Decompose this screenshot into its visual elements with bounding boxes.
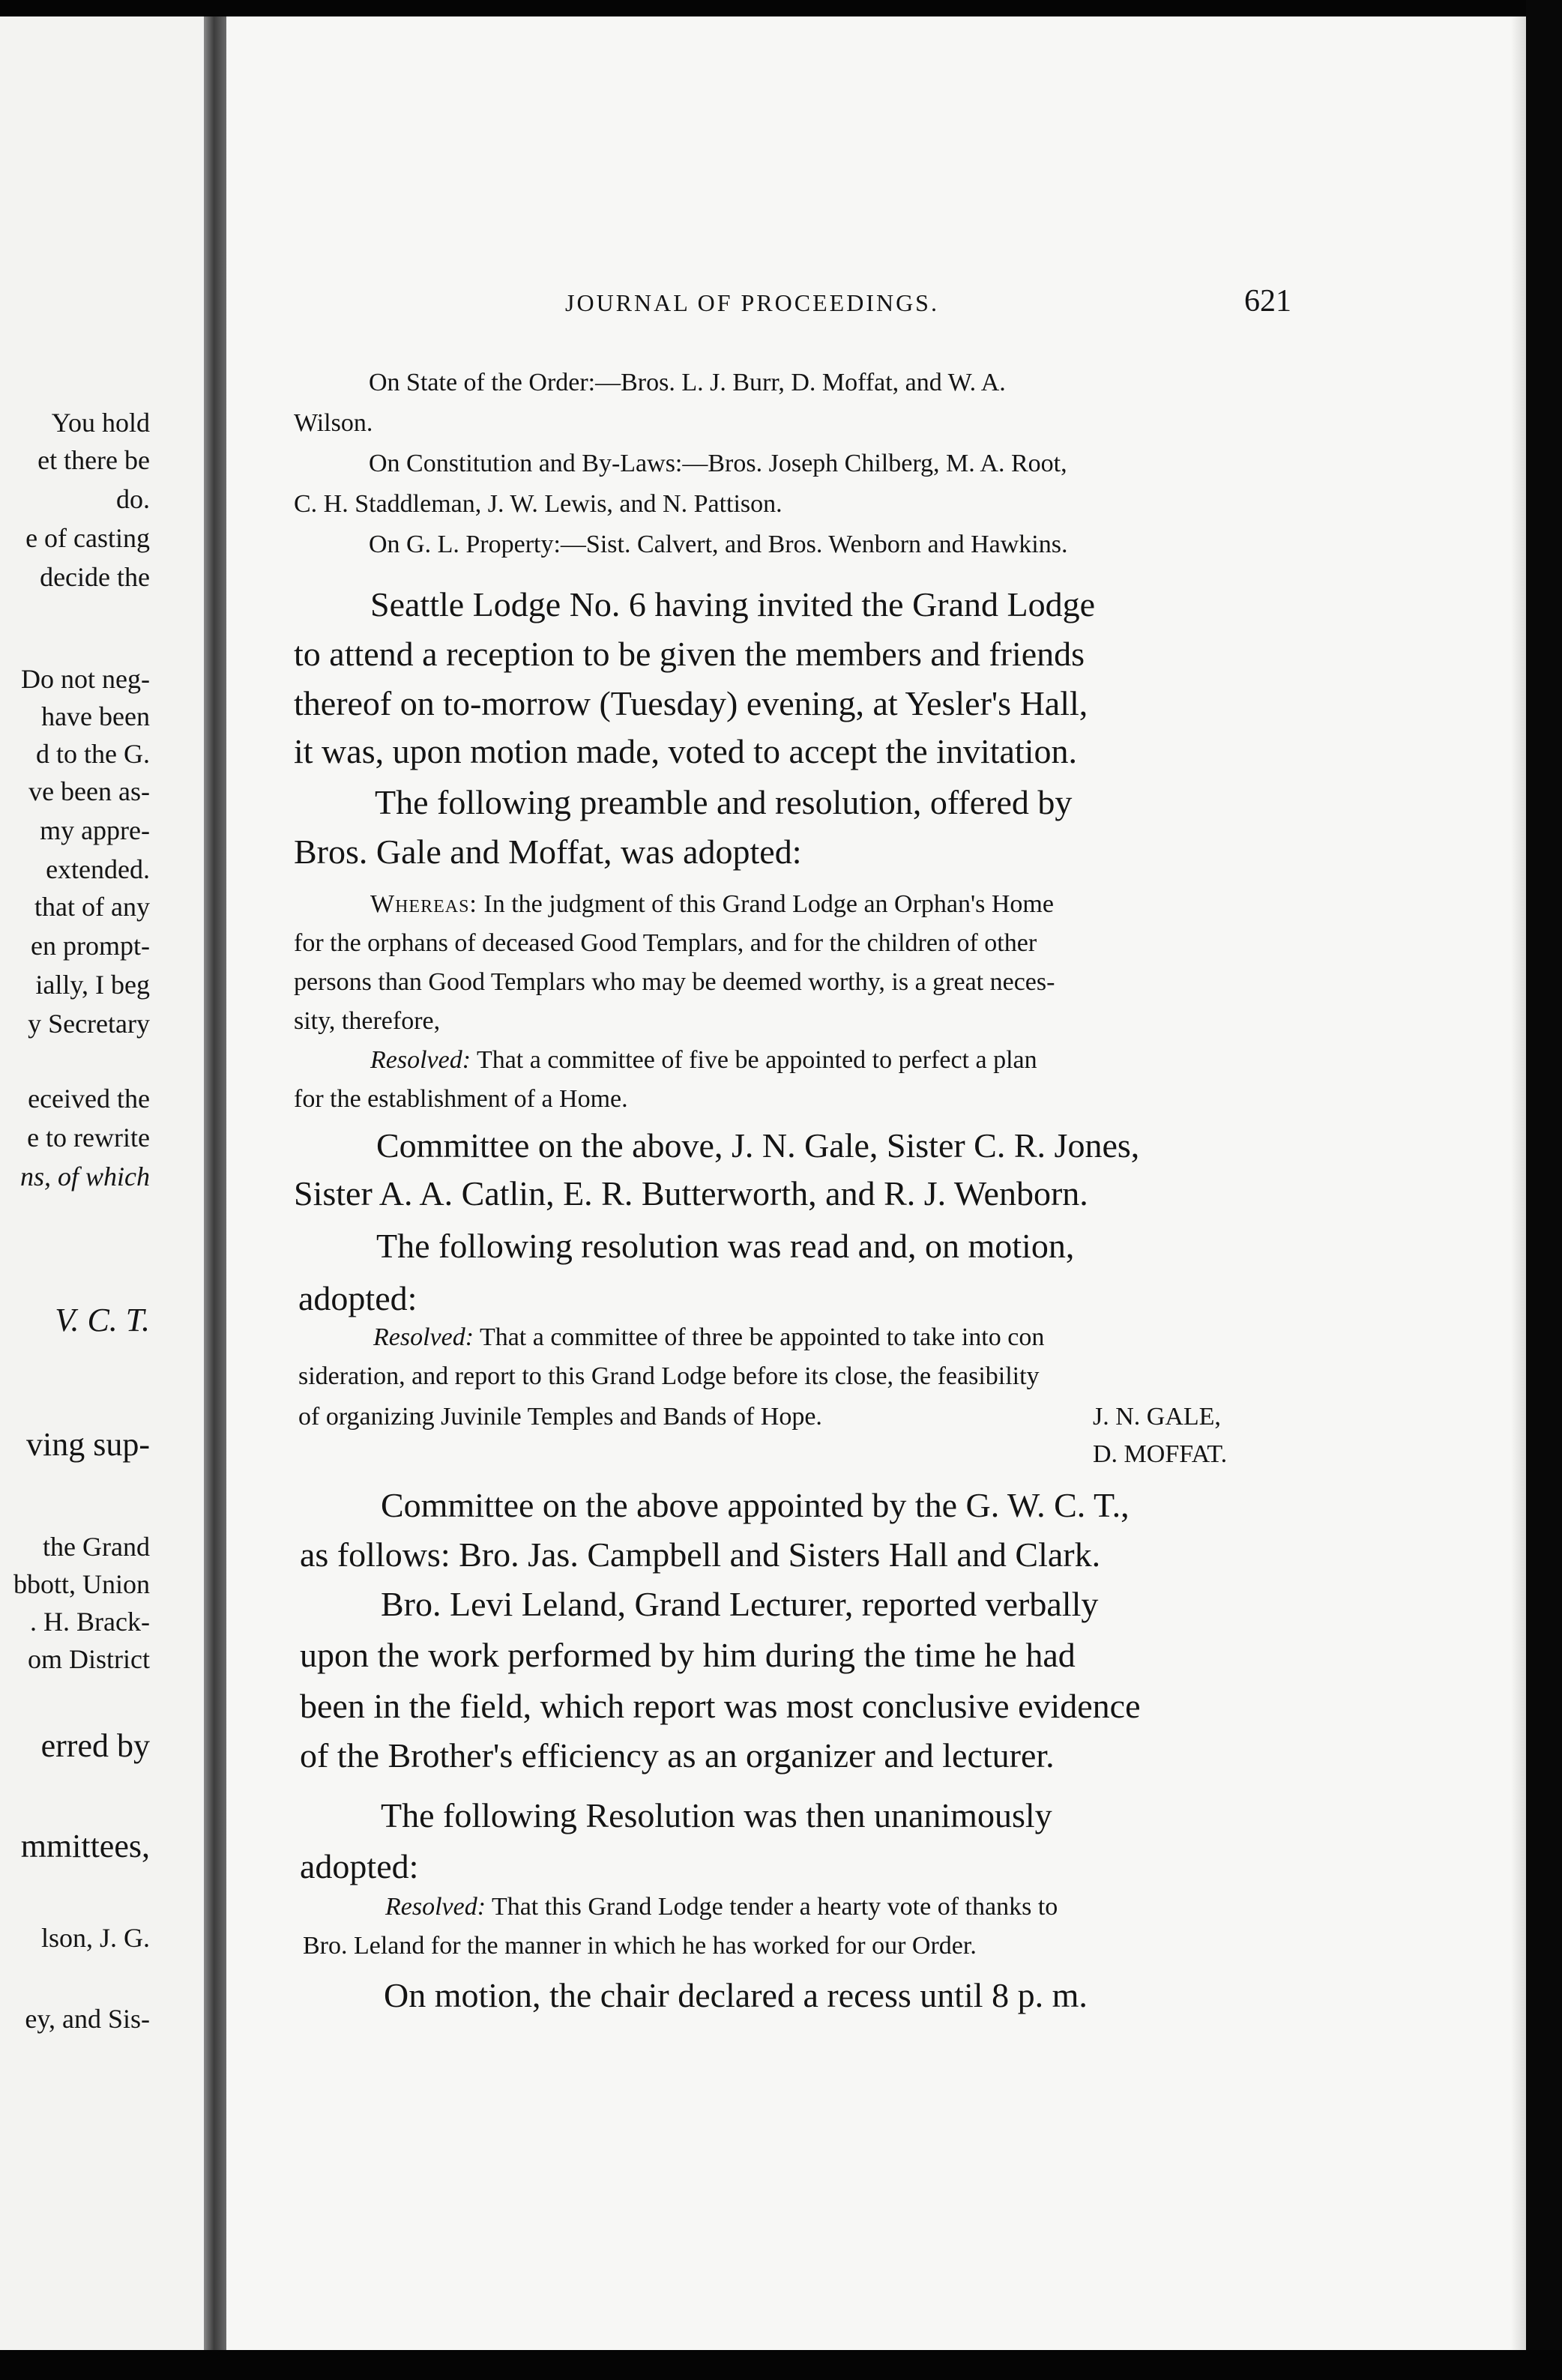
page-number: 621 xyxy=(1244,284,1291,318)
resolution-line xyxy=(370,1048,1037,1073)
body-line: to attend a reception to be given the members and friends xyxy=(294,635,1085,673)
left-text-fragment: erred by xyxy=(40,1727,150,1764)
book-gutter xyxy=(204,16,226,2350)
left-text-fragment: en prompt- xyxy=(31,931,150,961)
left-text-fragment: bbott, Union xyxy=(13,1569,150,1599)
left-text-fragment: lson, J. G. xyxy=(40,1923,150,1953)
resolution-text: That a committee of three be appointed to take into con xyxy=(479,1323,1045,1351)
left-text-fragment: y Secretary xyxy=(28,1009,150,1039)
committee-line: On Constitution and By-Laws:—Bros. Joseph Chilberg, M. A. Root, xyxy=(369,450,1067,477)
body-line: adopted: xyxy=(298,1279,417,1317)
scan-border-top xyxy=(0,0,1562,16)
preamble-text: In the judgment of this Grand Lodge an Orphan's Home xyxy=(483,890,1054,918)
scan-border-right xyxy=(1526,0,1562,2380)
body-line: Seattle Lodge No. 6 having invited the Grand Lodge xyxy=(370,585,1096,623)
preamble-line: persons than Good Templars who may be deemed worthy, is a great neces- xyxy=(294,968,1055,996)
body-line: adopted: xyxy=(300,1847,419,1885)
signature-moffat: D. MOFFAT. xyxy=(1093,1440,1228,1468)
left-text-fragment: my appre- xyxy=(40,815,150,845)
committee-line: On G. L. Property:—Sist. Calvert, and Bros. Wenborn and Hawkins. xyxy=(369,531,1068,558)
left-text-fragment: have been xyxy=(41,701,150,731)
body-line: The following Resolution was then unanimously xyxy=(381,1796,1052,1834)
running-title: JOURNAL OF PROCEEDINGS. xyxy=(565,289,939,316)
signature-gale: J. N. GALE, xyxy=(1093,1403,1221,1431)
resolution-text: That this Grand Lodge tender a hearty vote of thanks to xyxy=(491,1893,1058,1921)
left-text-fragment: . H. Brack- xyxy=(30,1607,150,1637)
committee-line: On State of the Order:—Bros. L. J. Burr, D. Moffat, and W. A. xyxy=(369,369,1006,396)
body-line: upon the work performed by him during the time he had xyxy=(300,1636,1076,1674)
body-line: of the Brother's efficiency as an organizer and lecturer. xyxy=(300,1736,1055,1775)
resolution-line: for the establishment of a Home. xyxy=(294,1085,628,1113)
whereas-label: Whereas: xyxy=(370,890,477,918)
body-line: thereof on to-morrow (Tuesday) evening, at Yesler's Hall, xyxy=(294,684,1088,722)
left-text-fragment: the Grand xyxy=(43,1532,150,1562)
body-line: The following preamble and resolution, offered by xyxy=(375,783,1073,821)
preamble-line: sity, therefore, xyxy=(294,1007,441,1035)
resolution-line xyxy=(385,1894,1058,1920)
body-line: Bro. Levi Leland, Grand Lecturer, reported verbally xyxy=(381,1585,1099,1623)
resolution-line: of organizing Juvinile Temples and Bands of Hope. xyxy=(298,1403,822,1431)
left-text-fragment: Do not neg- xyxy=(21,664,150,694)
left-text-fragment: et there be xyxy=(37,445,150,475)
body-line: Sister A. A. Catlin, E. R. Butterworth, and R. J. Wenborn. xyxy=(294,1174,1088,1212)
page-edge-shadow xyxy=(1511,16,1526,2350)
resolved-label: Resolved: xyxy=(373,1323,474,1351)
resolution-text: That a committee of five be appointed to perfect a plan xyxy=(476,1046,1037,1074)
resolved-label: Resolved: xyxy=(370,1046,471,1074)
left-text-fragment: eceived the xyxy=(28,1084,150,1114)
body-line: Committee on the above appointed by the G. W. C. T., xyxy=(381,1486,1130,1524)
left-text-fragment: om District xyxy=(28,1644,150,1674)
resolution-line: sideration, and report to this Grand Lodge before its close, the feasibility xyxy=(298,1362,1040,1390)
body-line: been in the field, which report was most conclusive evidence xyxy=(300,1687,1141,1725)
left-text-fragment: extended. xyxy=(46,854,150,884)
left-text-fragment: ving sup- xyxy=(26,1426,150,1463)
body-line: as follows: Bro. Jas. Campbell and Sisters Hall and Clark. xyxy=(300,1535,1101,1574)
body-line: it was, upon motion made, voted to accept the invitation. xyxy=(294,732,1077,770)
left-text-fragment: that of any xyxy=(34,892,150,922)
preamble-line: for the orphans of deceased Good Templars, and for the children of other xyxy=(294,929,1037,957)
left-text-fragment: V. C. T. xyxy=(55,1302,150,1338)
preamble-line xyxy=(370,892,1054,917)
left-page-fragment xyxy=(0,16,204,2350)
left-text-fragment: ve been as- xyxy=(28,776,150,806)
left-text-fragment: mmittees, xyxy=(20,1828,150,1864)
body-line: On motion, the chair declared a recess until 8 p. m. xyxy=(384,1976,1088,2014)
resolved-label: Resolved: xyxy=(385,1893,486,1921)
left-text-fragment: d to the G. xyxy=(36,739,150,769)
left-text-fragment: e of casting xyxy=(25,523,150,553)
left-text-fragment: You hold xyxy=(51,408,150,438)
body-line: Bros. Gale and Moffat, was adopted: xyxy=(294,833,802,871)
left-text-fragment: do. xyxy=(116,484,150,514)
resolution-line: Bro. Leland for the manner in which he has worked for our Order. xyxy=(303,1932,977,1960)
resolution-line xyxy=(373,1325,1044,1350)
committee-line: C. H. Staddleman, J. W. Lewis, and N. Pattison. xyxy=(294,490,782,518)
left-text-fragment: e to rewrite xyxy=(27,1123,150,1153)
left-text-fragment: ns, of which xyxy=(19,1162,150,1191)
body-line: Committee on the above, J. N. Gale, Sister C. R. Jones, xyxy=(376,1126,1140,1165)
left-text-fragment: decide the xyxy=(40,562,150,592)
left-text-fragment: ially, I beg xyxy=(35,970,150,1000)
left-text-fragment: ey, and Sis- xyxy=(25,2004,150,2034)
body-line: The following resolution was read and, on motion, xyxy=(376,1227,1075,1265)
scan-border-bottom xyxy=(0,2350,1562,2380)
committee-line: Wilson. xyxy=(294,409,373,437)
